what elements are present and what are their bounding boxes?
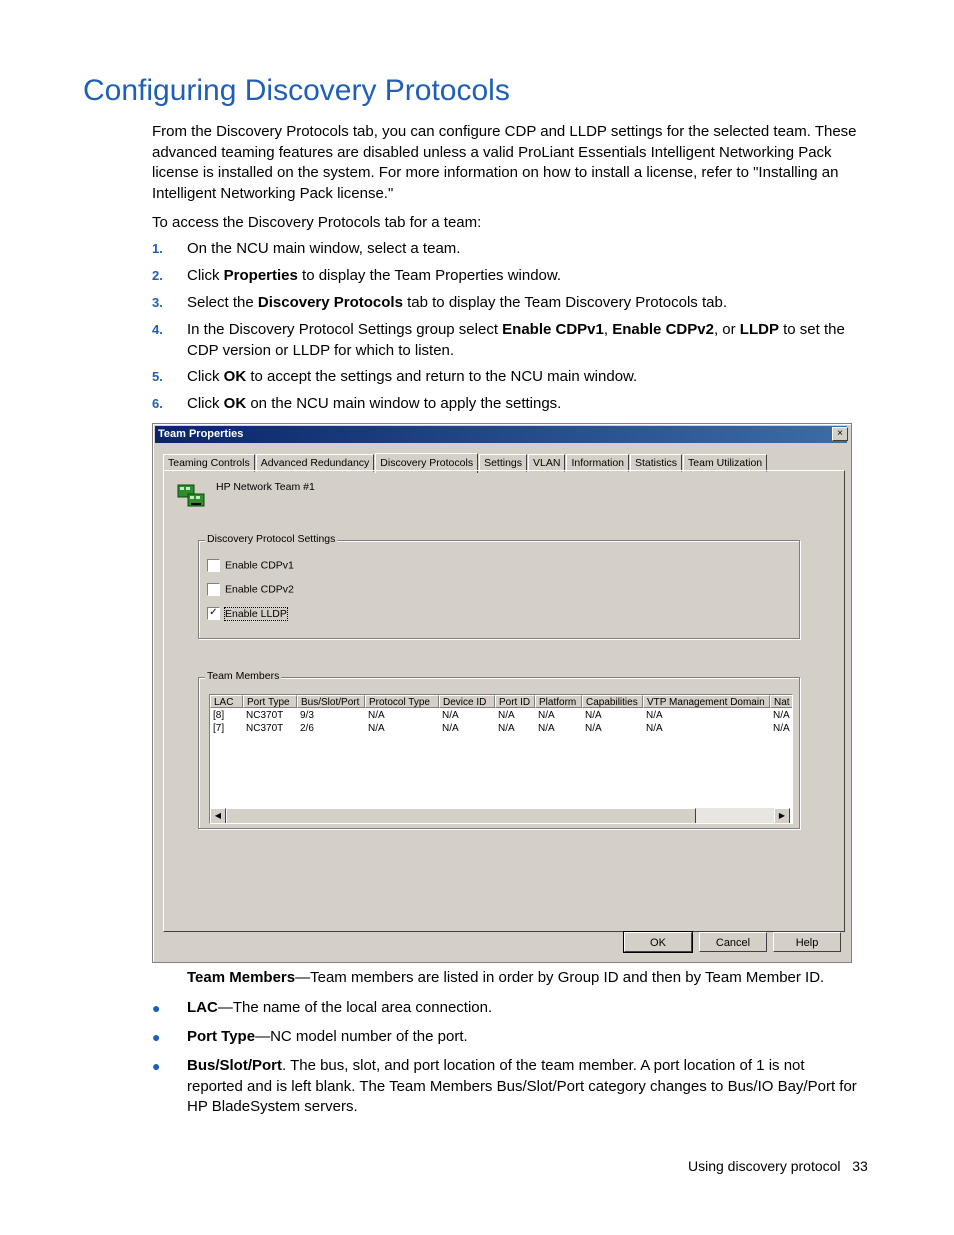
table-cell: N/A [585, 723, 602, 734]
members-group-legend: Team Members [207, 670, 280, 682]
checkbox-label: Enable LLDP [225, 607, 287, 620]
dialog-title-bar [155, 426, 847, 443]
column-header[interactable]: Capabilities [582, 695, 643, 708]
bullet-description: . The bus, slot, and port location of the team member. A port location of 1 is not reported and is left blank. The Team Members Bus/Slot/Port category changes to Bus/IO Bay/Port for HP BladeSystem servers. [187, 1057, 857, 1115]
column-header[interactable]: Port Type [243, 695, 297, 708]
step-text-part: to display the Team Properties window. [297, 267, 562, 284]
step-text [187, 320, 862, 361]
step-text-part: to set the CDP version or LLDP for which to listen. [187, 321, 845, 359]
table-cell: [8] [213, 710, 225, 721]
tab-team-utilization[interactable]: Team Utilization [683, 454, 767, 472]
table-cell: [7] [213, 723, 225, 734]
team-members-text: —Team members are listed in order by Group ID and then by Team Member ID. [295, 969, 825, 986]
step-text-part: On the NCU main window, select a team. [187, 240, 461, 257]
step-number: 2. [152, 268, 163, 283]
column-header[interactable]: Port ID [495, 695, 535, 708]
table-cell: NC370T [246, 710, 284, 721]
bullet-icon: ● [152, 1000, 161, 1016]
bullet-term: Port Type [187, 1028, 256, 1045]
horizontal-scrollbar[interactable] [210, 808, 790, 823]
step-text [187, 293, 862, 314]
tab-statistics[interactable]: Statistics [630, 454, 682, 472]
tab-strip [163, 452, 768, 470]
table-cell: N/A [538, 710, 555, 721]
step-emphasis: Enable CDPv2 [612, 321, 714, 338]
table-cell: N/A [538, 723, 555, 734]
ok-button[interactable]: OK [624, 932, 692, 952]
checkbox-box[interactable] [207, 559, 220, 572]
team-members-description [187, 968, 867, 989]
step-text-part: Select the [187, 294, 258, 311]
column-header[interactable]: Protocol Type [365, 695, 439, 708]
bullet-icon: ● [152, 1029, 161, 1045]
table-cell: N/A [498, 710, 515, 721]
step-text-part: tab to display the Team Discovery Protocols tab. [402, 294, 727, 311]
step-number: 6. [152, 396, 163, 411]
step-text-part: Click [187, 368, 224, 385]
access-paragraph: To access the Discovery Protocols tab for a team: [152, 214, 482, 231]
bullet-term: Bus/Slot/Port [187, 1057, 283, 1074]
checkbox-box[interactable]: ✓ [207, 607, 220, 620]
column-header[interactable]: Platform [535, 695, 582, 708]
intro-paragraph: From the Discovery Protocols tab, you can configure CDP and LLDP settings for the selected team. These advanced teaming features are disabled unless a valid ProLiant Essentials Intelligent Networking Pack license is installed on the system. For more information on how to install a license, refer to "Installing an Intelligent Networking Pack license." [152, 123, 857, 202]
scroll-thumb[interactable] [226, 808, 696, 824]
step-text [187, 367, 862, 388]
table-cell: N/A [442, 723, 459, 734]
table-cell: N/A [498, 723, 515, 734]
scroll-left-icon[interactable]: ◀ [210, 808, 226, 824]
step-number: 1. [152, 241, 163, 256]
step-emphasis: LLDP [739, 321, 779, 338]
bullet-term: LAC [187, 999, 218, 1016]
table-cell: N/A [646, 723, 663, 734]
column-header[interactable]: Nat [770, 695, 793, 708]
team-members-listview[interactable] [209, 694, 793, 824]
step-number: 3. [152, 295, 163, 310]
table-cell: 2/6 [300, 723, 314, 734]
scroll-right-icon[interactable]: ▶ [774, 808, 790, 824]
enable-cdpv2-checkbox[interactable] [207, 583, 294, 596]
table-cell: 9/3 [300, 710, 314, 721]
bullet-icon: ● [152, 1058, 161, 1074]
discovery-protocols-panel [163, 470, 845, 932]
table-cell: N/A [773, 710, 790, 721]
step-emphasis: OK [223, 395, 247, 412]
step-text-part: on the NCU main window to apply the settings. [246, 395, 562, 412]
step-emphasis: OK [223, 368, 247, 385]
bullet-description: —NC model number of the port. [255, 1028, 468, 1045]
column-header[interactable]: Bus/Slot/Port [297, 695, 365, 708]
team-name: HP Network Team #1 [216, 481, 315, 493]
table-cell: N/A [442, 710, 459, 721]
table-cell: N/A [646, 710, 663, 721]
table-cell: N/A [368, 710, 385, 721]
step-text-part: , or [713, 321, 740, 338]
enable-cdpv1-checkbox[interactable] [207, 559, 294, 572]
checkbox-label: Enable CDPv1 [225, 559, 294, 572]
tab-information[interactable]: Information [566, 454, 629, 472]
step-text-part: to accept the settings and return to the NCU main window. [246, 368, 638, 385]
page-title: Configuring Discovery Protocols [83, 74, 510, 107]
enable-lldp-checkbox[interactable] [207, 607, 287, 620]
table-cell: N/A [773, 723, 790, 734]
bullet-text [187, 998, 862, 1019]
step-text-part: , [603, 321, 613, 338]
team-properties-dialog [152, 423, 852, 963]
tab-advanced-redundancy[interactable]: Advanced Redundancy [256, 454, 375, 472]
step-emphasis: Properties [223, 267, 298, 284]
step-emphasis: Enable CDPv1 [502, 321, 604, 338]
step-text [187, 394, 862, 415]
network-team-icon [177, 483, 207, 509]
column-header[interactable]: LAC [210, 695, 243, 708]
step-number: 5. [152, 369, 163, 384]
page-number: 33 [852, 1158, 868, 1174]
table-cell: N/A [368, 723, 385, 734]
help-button[interactable]: Help [773, 932, 841, 952]
footer-section: Using discovery protocol [688, 1158, 841, 1174]
tab-discovery-protocols[interactable]: Discovery Protocols [375, 453, 478, 473]
checkbox-label: Enable CDPv2 [225, 583, 294, 596]
step-text [187, 239, 862, 260]
tab-teaming-controls[interactable]: Teaming Controls [163, 454, 255, 472]
dialog-title: Team Properties [158, 428, 244, 440]
tab-vlan[interactable]: VLAN [528, 454, 565, 472]
bullet-description: —The name of the local area connection. [217, 999, 493, 1016]
step-text-part: Click [187, 395, 224, 412]
team-members-group [198, 670, 800, 829]
step-emphasis: Discovery Protocols [257, 294, 403, 311]
step-text-part: Click [187, 267, 224, 284]
column-header[interactable]: Device ID [439, 695, 495, 708]
step-text [187, 266, 862, 287]
bullet-text [187, 1027, 862, 1048]
tab-settings[interactable]: Settings [479, 454, 527, 472]
team-members-heading: Team Members [187, 969, 296, 986]
cancel-button[interactable]: Cancel [699, 932, 767, 952]
table-cell: N/A [585, 710, 602, 721]
table-cell: NC370T [246, 723, 284, 734]
checkbox-box[interactable] [207, 583, 220, 596]
step-number: 4. [152, 322, 163, 337]
column-header[interactable]: VTP Management Domain [643, 695, 770, 708]
close-icon[interactable]: × [832, 427, 848, 441]
step-text-part: In the Discovery Protocol Settings group select [187, 321, 503, 338]
page-footer [688, 1158, 868, 1174]
discovery-settings-group [198, 533, 800, 639]
bullet-text [187, 1056, 862, 1118]
settings-group-legend: Discovery Protocol Settings [207, 533, 336, 545]
